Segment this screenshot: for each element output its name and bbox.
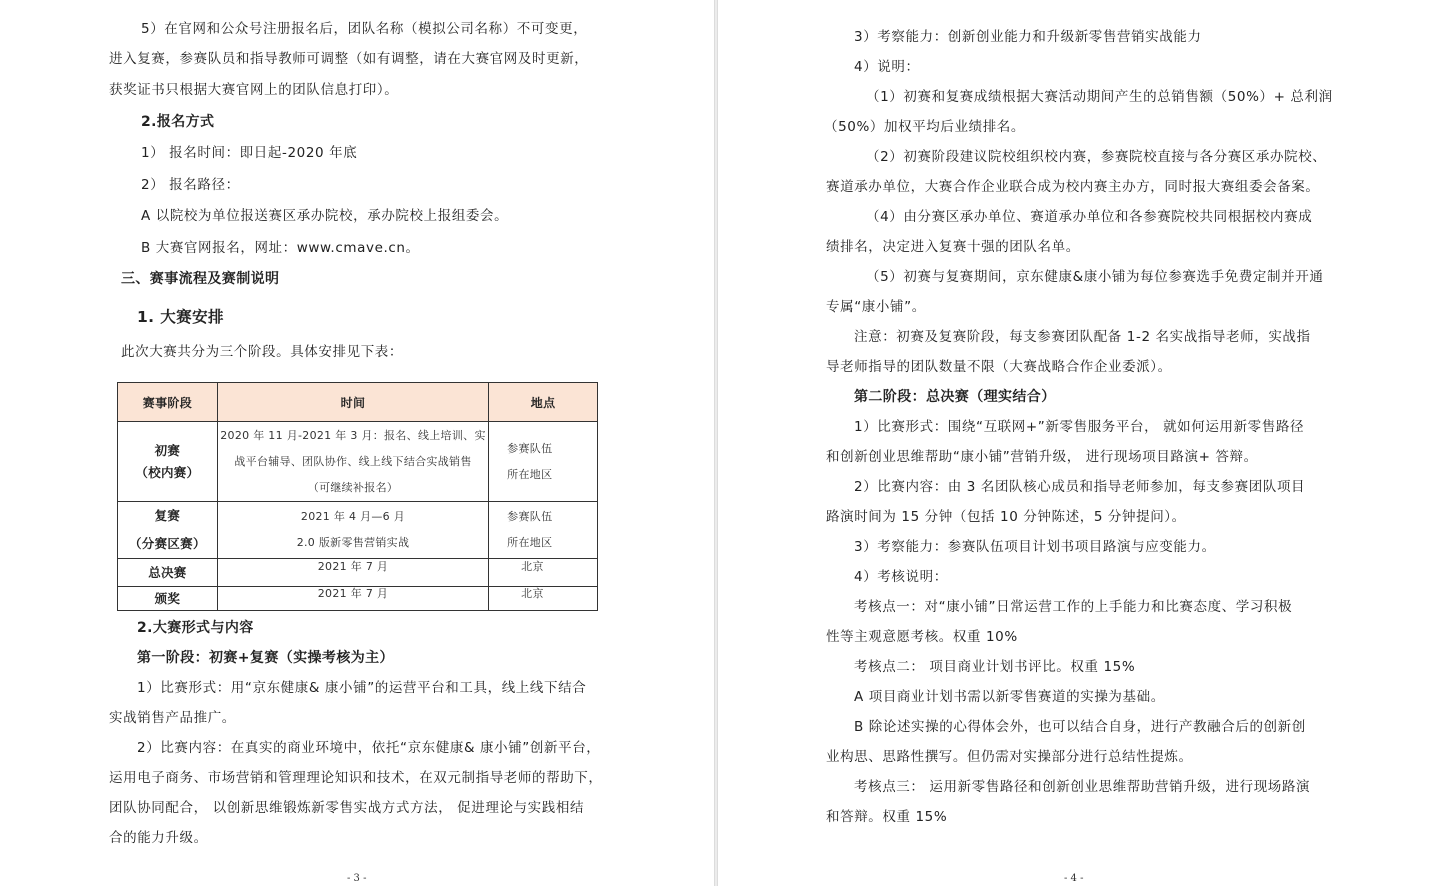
- form-1-line-2: 实战销售产品推广。: [109, 710, 236, 726]
- form-2-line-1: 2）比赛内容：在真实的商业环境中，依托“京东健康& 康小铺”创新平台，: [137, 740, 601, 756]
- page-4: [718, 0, 1432, 886]
- table-row: [118, 502, 598, 559]
- place-line: 参赛队伍: [507, 441, 553, 455]
- place-line: 参赛队伍: [507, 510, 553, 523]
- time-line: 2.0 版新零售营销实战: [296, 536, 410, 549]
- form-2-line-4: 合的能力升级。: [109, 830, 208, 846]
- time-line: 2021 年 4 月—6 月: [300, 510, 406, 523]
- note-2-line-2: 赛道承办单位，大赛合作企业联合成为校内赛主办方，同时报大赛组委会备案。: [826, 179, 1320, 195]
- note-4-line-1: （4）由分赛区承办单位、赛道承办单位和各参赛院校共同根据校内赛成: [866, 209, 1313, 225]
- place-cell: 北京: [489, 559, 598, 587]
- point-1-line-2: 性等主观意愿考核。权重 10%: [826, 629, 1018, 645]
- page-number: - 4 -: [1064, 873, 1084, 884]
- time-line: 2020 年 11 月-2021 年 3 月：报名、线上培训、实: [220, 428, 486, 442]
- ability-line: 3）考察能力：创新创业能力和升级新零售营销实战能力: [854, 29, 1202, 45]
- stage-cell: 颁奖: [118, 587, 218, 611]
- heading-phase-1: 第一阶段：初赛+复赛（实操考核为主）: [137, 650, 394, 666]
- final-1-line-2: 和创新创业思维帮助“康小铺”营销升级， 进行现场项目路演+ 答辩。: [826, 449, 1258, 465]
- para-5-line-2: 进入复赛，参赛队员和指导教师可调整（如有调整，请在大赛官网及时更新，: [109, 51, 589, 67]
- schedule-table: [117, 382, 598, 611]
- time-cell: [217, 502, 488, 559]
- final-2-line-2: 路演时间为 15 分钟（包括 10 分钟陈述，5 分钟提问）。: [826, 509, 1186, 525]
- place-cell: [489, 502, 598, 559]
- heading-signup: 2.报名方式: [141, 114, 215, 130]
- point-2a-line: A 项目商业计划书需以新零售赛道的实操为基础。: [854, 689, 1165, 705]
- table-row: [118, 559, 598, 587]
- heading-section-3: 三、赛事流程及赛制说明: [121, 271, 280, 287]
- point-2-line: 考核点二： 项目商业计划书评比。权重 15%: [854, 659, 1136, 675]
- header-place: 地点: [489, 383, 598, 422]
- page-3: [0, 0, 714, 886]
- point-2b-line-1: B 除论述实操的心得体会外，也可以结合自身，进行产教融合后的创新创: [854, 719, 1306, 735]
- point-2b-line-2: 业构思、思路性撰写。但仍需对实操部分进行总结性提炼。: [826, 749, 1193, 765]
- stage-cell: [118, 422, 218, 502]
- signup-time: 1） 报名时间：即日起-2020 年底: [141, 145, 358, 161]
- final-4-line: 4）考核说明：: [854, 569, 948, 585]
- final-1-line-1: 1）比赛形式：围绕“互联网+”新零售服务平台， 就如何运用新零售路径: [854, 419, 1305, 435]
- place-line: 所在地区: [507, 467, 553, 481]
- place-line: 所在地区: [507, 536, 553, 549]
- arrangement-intro: 此次大赛共分为三个阶段。具体安排见下表：: [121, 344, 403, 360]
- signup-option-b: B 大赛官网报名，网址：www.cmave.cn。: [141, 240, 420, 256]
- time-line: （可继续补报名）: [307, 480, 399, 494]
- notes-heading: 4）说明：: [854, 59, 920, 75]
- table-row: [118, 587, 598, 611]
- table-header-row: [118, 383, 598, 422]
- point-3-line-2: 和答辩。权重 15%: [826, 809, 948, 825]
- stage-subname: （分赛区赛）: [128, 536, 206, 551]
- stage-cell: [118, 502, 218, 559]
- place-cell: 北京: [489, 587, 598, 611]
- form-2-line-3: 团队协同配合， 以创新思维锻炼新零售实战方式方法， 促进理论与实践相结: [109, 800, 585, 816]
- heading-form: 2.大赛形式与内容: [137, 620, 254, 636]
- point-1-line-1: 考核点一：对“康小铺”日常运营工作的上手能力和比赛态度、学习积极: [854, 599, 1293, 615]
- page-number: - 3 -: [347, 873, 367, 884]
- signup-option-a: A 以院校为单位报送赛区承办院校，承办院校上报组委会。: [141, 208, 509, 224]
- stage-subname: （校内赛）: [135, 464, 200, 480]
- note-1-line-1: （1）初赛和复赛成绩根据大赛活动期间产生的总销售额（50%）+ 总利润: [866, 89, 1333, 105]
- para-5-line-1: 5）在官网和公众号注册报名后，团队名称（模拟公司名称）不可变更，: [141, 21, 588, 37]
- final-3-line: 3）考察能力：参赛队伍项目计划书项目路演与应变能力。: [854, 539, 1216, 555]
- time-cell: [217, 422, 488, 502]
- note-5-line-2: 专属“康小铺”。: [826, 299, 926, 315]
- final-2-line-1: 2）比赛内容：由 3 名团队核心成员和指导老师参加，每支参赛团队项目: [854, 479, 1306, 495]
- time-line: 战平台辅导、团队协作、线上线下结合实战销售: [234, 454, 472, 468]
- note-5-line-1: （5）初赛与复赛期间，京东健康&康小铺为每位参赛选手免费定制并开通: [866, 269, 1324, 285]
- header-stage: 赛事阶段: [118, 383, 218, 422]
- form-2-line-2: 运用电子商务、市场营销和管理理论知识和技术，在双元制指导老师的帮助下，: [109, 770, 603, 786]
- note-2-line-1: （2）初赛阶段建议院校组织校内赛，参赛院校直接与各分赛区承办院校、: [866, 149, 1327, 165]
- signup-path: 2） 报名路径：: [141, 177, 240, 193]
- point-3-line-1: 考核点三： 运用新零售路径和创新创业思维帮助营销升级，进行现场路演: [854, 779, 1311, 795]
- place-cell: [489, 422, 598, 502]
- heading-arrangement: 1. 大赛安排: [137, 308, 224, 326]
- header-time: 时间: [217, 383, 488, 422]
- time-cell: 2021 年 7 月: [217, 587, 488, 611]
- para-5-line-3: 获奖证书只根据大赛官网上的团队信息打印）。: [109, 82, 399, 98]
- note-1-line-2: （50%）加权平均后业绩排名。: [824, 119, 1026, 135]
- heading-phase-2: 第二阶段：总决赛（理实结合）: [854, 389, 1056, 405]
- stage-name: 初赛: [154, 442, 181, 458]
- form-1-line-1: 1）比赛形式：用“京东健康& 康小铺”的运营平台和工具，线上线下结合: [137, 680, 587, 696]
- stage-name: 复赛: [154, 508, 181, 523]
- time-cell: 2021 年 7 月: [217, 559, 488, 587]
- attention-line-2: 导老师指导的团队数量不限（大赛战略合作企业委派）。: [826, 359, 1172, 375]
- note-4-line-2: 绩排名，决定进入复赛十强的团队名单。: [826, 239, 1080, 255]
- table-row: [118, 422, 598, 502]
- attention-line-1: 注意：初赛及复赛阶段，每支参赛团队配备 1-2 名实战指导老师，实战指: [854, 329, 1311, 345]
- stage-cell: 总决赛: [118, 559, 218, 587]
